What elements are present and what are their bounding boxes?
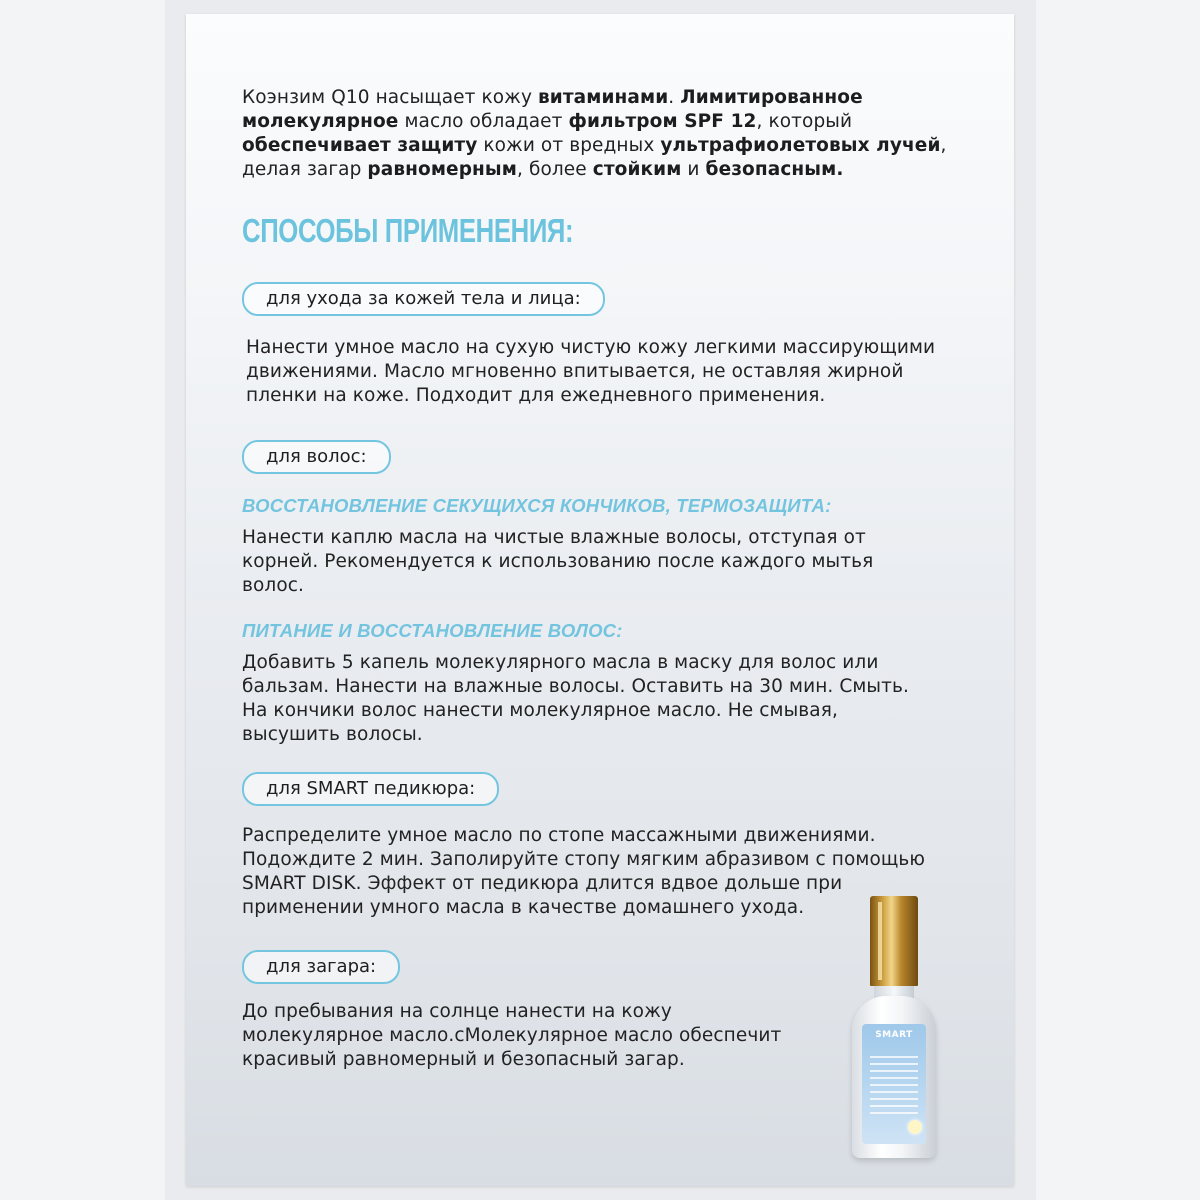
tan-line-2: молекулярное масло.cМолекулярное масло обеспечит (242, 1025, 782, 1046)
hair-subheading-ends: ВОССТАНОВЛЕНИЕ СЕКУЩИХСЯ КОНЧИКОВ, ТЕРМОЗАЩИТА: (242, 495, 832, 516)
text-run-4: и (681, 159, 706, 180)
text-run-3: , (940, 135, 947, 156)
bold-run-0: молекулярное (242, 111, 399, 132)
pill-tan: для загара: (242, 950, 400, 984)
bottle-label-text-lines (870, 1056, 918, 1116)
text-run-2: , более (516, 159, 593, 180)
document-page (186, 14, 1014, 1186)
hair-nutrition-line-2: бальзам. Нанести на влажные волосы. Оставить на 30 мин. Смыть. (242, 676, 909, 697)
hair-subheading-nutrition: ПИТАНИЕ И ВОССТАНОВЛЕНИЕ ВОЛОС: (242, 620, 623, 641)
bold-run-0: обеспечивает защиту (242, 135, 478, 156)
body-face-line-1: Нанести умное масло на сухую чистую кожу легкими массирующими (246, 337, 936, 358)
product-bottle-image (848, 896, 940, 1166)
intro-paragraph (242, 86, 947, 182)
intro-line-2 (242, 111, 852, 132)
text-run-1: масло обладает (398, 111, 569, 132)
bold-run-5: безопасным. (705, 159, 844, 180)
pedicure-line-1: Распределите умное масло по стопе массажными движениями. (242, 825, 876, 846)
tan-line-1: До пребывания на солнце нанести на кожу (242, 1001, 672, 1022)
text-run-2: . (668, 87, 681, 108)
pill-body-face: для ухода за кожей тела и лица: (242, 282, 605, 316)
pill-hair: для волос: (242, 440, 391, 474)
hair-nutrition-line-3: На кончики волос нанести молекулярное масло. Не смывая, (242, 700, 838, 721)
bottle-cap-highlight (878, 902, 882, 980)
hair-nutrition-line-4: высушить волосы. (242, 724, 423, 745)
pedicure-line-2: Подождите 2 мин. Заполируйте стопу мягким абразивом с помощью (242, 849, 926, 870)
text-run-3: , который (756, 111, 853, 132)
bold-run-2: фильтром SPF 12 (568, 111, 757, 132)
hair-ends-line-1: Нанести каплю масла на чистые влажные волосы, отступая от (242, 527, 866, 548)
body-face-line-3: пленки на коже. Подходит для ежедневного применения. (246, 385, 826, 406)
text-run-0: Коэнзим Q10 насыщает кожу (242, 87, 538, 108)
hair-ends-line-3: волос. (242, 575, 305, 596)
hair-ends-paragraph (242, 526, 873, 598)
intro-line-4 (242, 159, 843, 180)
tan-paragraph (242, 1000, 781, 1072)
pedicure-paragraph (242, 824, 925, 920)
hair-nutrition-paragraph (242, 651, 909, 747)
bold-run-1: витаминами (537, 87, 669, 108)
left-background (0, 0, 165, 1200)
hair-nutrition-line-1: Добавить 5 капель молекулярного масла в маску для волос или (242, 652, 879, 673)
bold-run-1: равномерным (367, 159, 517, 180)
pedicure-line-3: SMART DISK. Эффект от педикюра длится вдвое дольше при (242, 873, 843, 894)
intro-line-3 (242, 135, 947, 156)
tan-line-3: красивый равномерный и безопасный загар. (242, 1049, 685, 1070)
bold-run-2: ультрафиолетовых лучей (660, 135, 941, 156)
body-face-line-2: движениями. Масло мгновенно впитывается, не оставляя жирной (246, 361, 904, 382)
pill-pedicure: для SMART педикюра: (242, 772, 499, 806)
text-run-1: кожи от вредных (477, 135, 661, 156)
bold-run-3: Лимитированное (680, 87, 863, 108)
hair-ends-line-2: корней. Рекомендуется к использованию после каждого мытья (242, 551, 874, 572)
intro-line-1 (242, 87, 863, 108)
sun-icon (908, 1120, 922, 1134)
bold-run-3: стойким (592, 159, 682, 180)
pedicure-line-4: применении умного масла в качестве домашнего ухода. (242, 897, 805, 918)
text-run-0: делая загар (242, 159, 368, 180)
right-background (1036, 0, 1200, 1200)
body-face-paragraph (246, 336, 935, 408)
bottle-brand-text: SMART (875, 1030, 913, 1040)
usage-heading: СПОСОБЫ ПРИМЕНЕНИЯ: (242, 212, 574, 249)
